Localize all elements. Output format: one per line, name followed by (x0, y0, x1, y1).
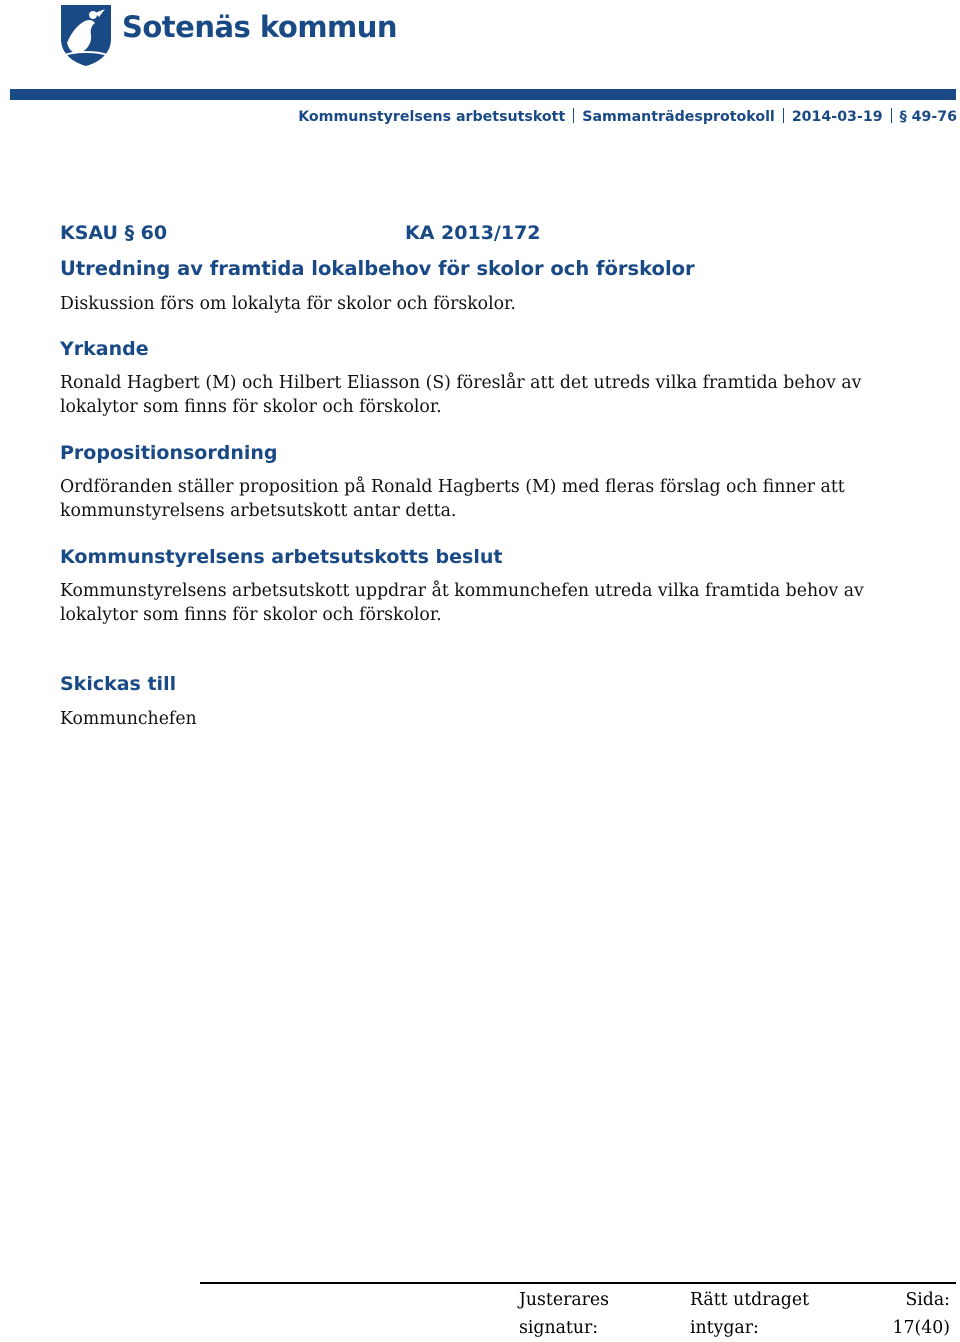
section-text-yrkande (60, 371, 861, 419)
coat-of-arms-logo (59, 3, 113, 67)
section-text-propositionsordning (60, 475, 845, 523)
ksau-number: KSAU § 60 (60, 222, 168, 244)
section-heading-yrkande: Yrkande (60, 338, 149, 360)
case-title: Utredning av framtida lokalbehov för skolor och förskolor (60, 257, 695, 280)
logo-text: Sotenäs kommun (122, 10, 398, 44)
text-line: lokalytor som finns för skolor och förskolor. (60, 605, 442, 625)
footer-utdrag (690, 1286, 809, 1342)
footer-page-label: Sida: (905, 1290, 950, 1310)
text-line: Ordföranden ställer proposition på Ronald Hagberts (M) med fleras förslag och finner att (60, 477, 845, 497)
footer-page (893, 1286, 950, 1342)
section-text-skickas-till (60, 707, 197, 731)
ka-number: KA 2013/172 (405, 222, 541, 244)
text-line: lokalytor som finns för skolor och förskolor. (60, 397, 442, 417)
header-divider (783, 108, 784, 123)
header-divider (573, 108, 574, 123)
footer-utdrag-intygar: intygar: (690, 1318, 759, 1338)
header-paragraphs: § 49-76 (899, 109, 957, 125)
section-text-beslut (60, 579, 864, 627)
footer-page-number: 17(40) (892, 1318, 950, 1338)
header-bar (10, 89, 956, 100)
protocol-header (298, 108, 957, 128)
text-line: Kommunstyrelsens arbetsutskott uppdrar åt kommunchefen utreda vilka framtida behov av (60, 581, 864, 601)
footer-justerares-label: Justerares (519, 1290, 610, 1310)
header-org: Kommunstyrelsens arbetsutskott (298, 109, 566, 125)
case-intro: Diskussion förs om lokalyta för skolor och förskolor. (60, 294, 516, 314)
section-heading-beslut: Kommunstyrelsens arbetsutskotts beslut (60, 546, 503, 568)
footer-rule (200, 1282, 956, 1284)
footer-utdrag-label: Rätt utdraget (690, 1290, 810, 1310)
section-heading-propositionsordning: Propositionsordning (60, 442, 278, 464)
section-heading-skickas-till: Skickas till (60, 673, 177, 695)
footer-justerares-signature: signatur: (519, 1318, 599, 1338)
text-line: kommunstyrelsens arbetsutskott antar detta. (60, 501, 457, 521)
footer-justerares (519, 1286, 609, 1342)
text-line: Kommunchefen (60, 709, 197, 729)
header-divider (891, 108, 892, 123)
header-doc-type: Sammanträdesprotokoll (582, 109, 775, 125)
text-line: Ronald Hagbert (M) och Hilbert Eliasson (S) föreslår att det utreds vilka framtida behov av (60, 373, 862, 393)
header-date: 2014-03-19 (791, 109, 883, 125)
